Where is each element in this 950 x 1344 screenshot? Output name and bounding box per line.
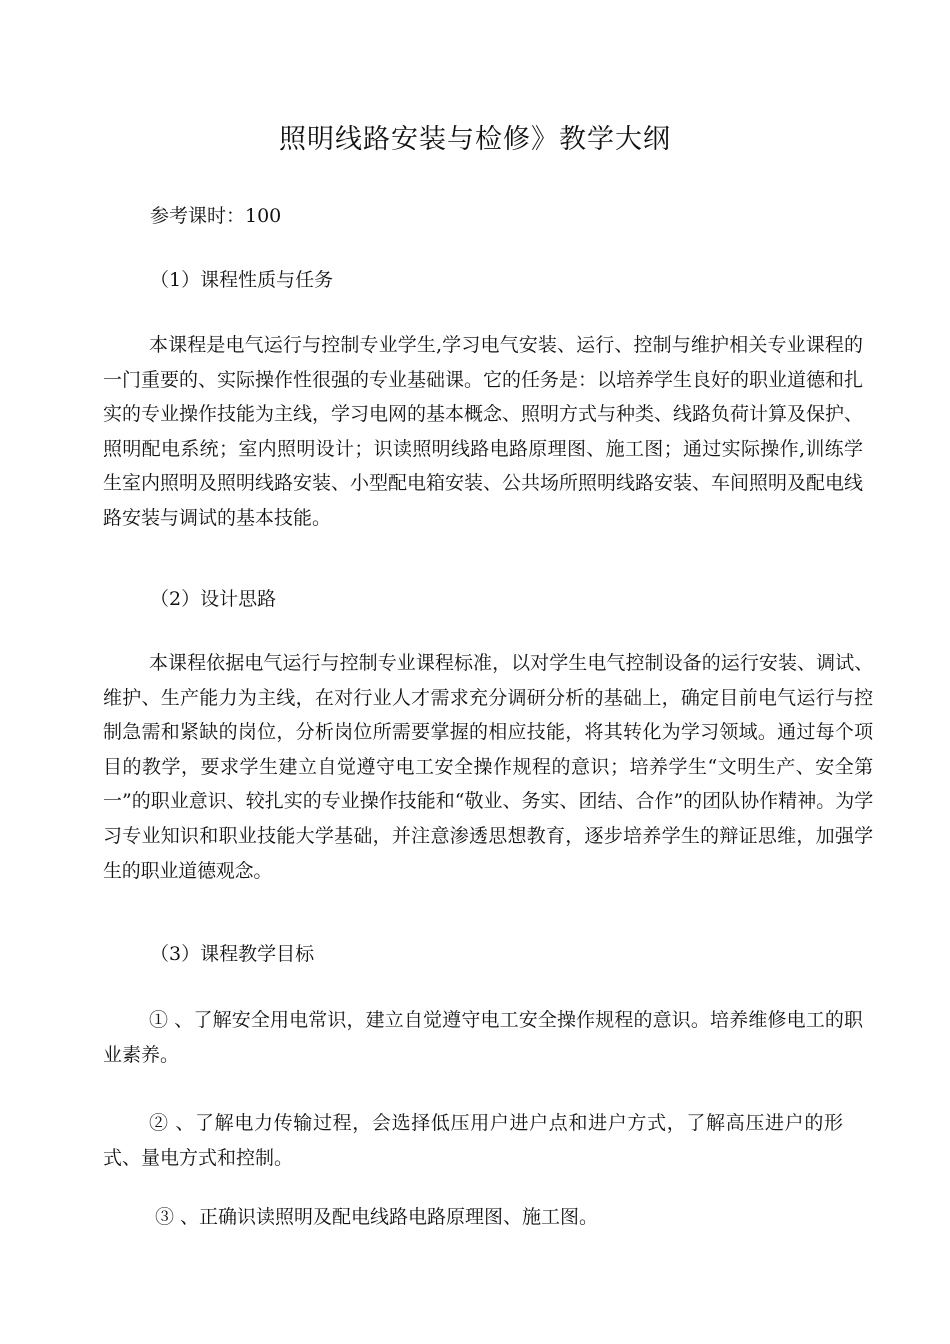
objective-item-1: ① 、了解安全用电常识，建立自觉遵守电工安全操作规程的意识。培养维修电工的职业素养。	[103, 1009, 863, 1066]
document-title: 照明线路安装与检修》教学大纲	[279, 124, 671, 155]
objective-item-2: ② 、了解电力传输过程，会选择低压用户进户点和进户方式，了解高压进户的形式、量电方式和控制。	[103, 1112, 843, 1169]
section-3-heading: （3）课程教学目标	[150, 943, 315, 965]
objective-item-3: ③ 、正确识读照明及配电线路电路原理图、施工图。	[155, 1206, 599, 1228]
section-2-heading: （2）设计思路	[150, 588, 277, 610]
reference-hours: 参考课时：100	[150, 205, 282, 227]
section-1-heading: （1）课程性质与任务	[150, 269, 334, 291]
section-2-body: 本课程依据电气运行与控制专业课程标准，以对学生电气控制设备的运行安装、调试、维护、生产能力为主线，在对行业人才需求充分调研分析的基础上，确定目前电气运行与控制急需和紧缺的岗位，分析岗位所需要掌握的相应技能，将其转化为学习领域。通过每个项目的教学，要求学生建立自觉遵守电工安全操作规程的意识；培养学生“文明生产、安全第一”的职业意识、较扎实的专业操作技能和“敬业、务实、团结、合作”的团队协作精神。为学习专业知识和职业技能大学基础，并注意渗透思想教育，逐步培养学生的辩证思维，加强学生的职业道德观念。	[103, 652, 873, 882]
section-1-body: 本课程是电气运行与控制专业学生,学习电气安装、运行、控制与维护相关专业课程的一门重要的、实际操作性很强的专业基础课。它的任务是：以培养学生良好的职业道德和扎实的专业操作技能为主线，学习电网的基本概念、照明方式与种类、线路负荷计算及保护、照明配电系统；室内照明设计；识读照明线路电路原理图、施工图；通过实际操作,训练学生室内照明及照明线路安装、小型配电箱安装、公共场所照明线路安装、车间照明及配电线路安装与调试的基本技能。	[103, 334, 864, 529]
